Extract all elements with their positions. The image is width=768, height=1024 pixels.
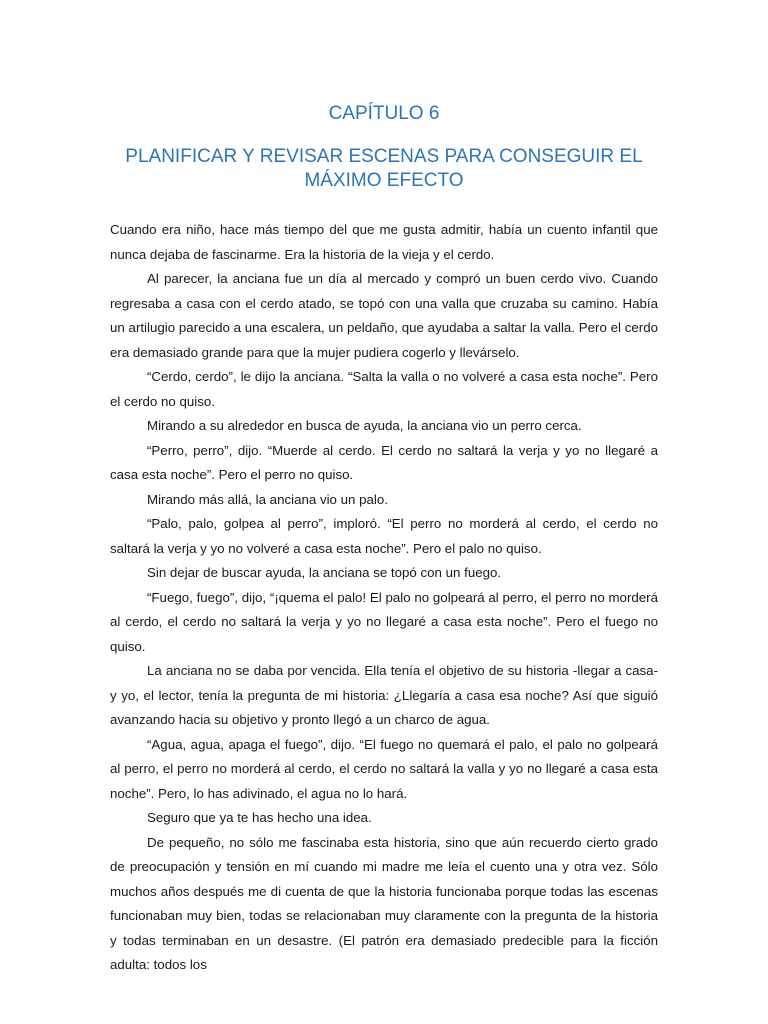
paragraph: Al parecer, la anciana fue un día al mercado y compró un buen cerdo vivo. Cuando regresaba a casa con el cerdo atado, se topó con una valla que cruzaba su camino. Había un artilugio parecido a una escalera, un peldaño, que ayudaba a saltar la valla. Pero el cerdo era demasiado grande para que la mujer pudiera cogerlo y llevárselo. xyxy=(110,271,658,360)
paragraph: “Perro, perro”, dijo. “Muerde al cerdo. El cerdo no saltará la verja y yo no llegaré a casa esta noche”. Pero el perro no quiso. xyxy=(110,442,658,482)
paragraph: “Cerdo, cerdo”, le dijo la anciana. “Salta la valla o no volveré a casa esta noche”. Pero el cerdo no quiso. xyxy=(110,369,658,409)
body-text xyxy=(110,218,658,978)
paragraph: Seguro que ya te has hecho una idea. xyxy=(147,810,372,825)
paragraph: La anciana no se daba por vencida. Ella tenía el objetivo de su historia -llegar a casa- y yo, el lector, tenía la pregunta de mi historia: ¿Llegaría a casa esa noche? Así que siguió avanzando hacia su objetivo y pronto llegó a un charco de agua. xyxy=(110,663,658,727)
paragraph: “Palo, palo, golpea al perro”, imploró. “El perro no morderá al cerdo, el cerdo no saltará la verja y yo no volveré a casa esta noche”. Pero el palo no quiso. xyxy=(110,516,658,556)
paragraph: Sin dejar de buscar ayuda, la anciana se topó con un fuego. xyxy=(147,565,502,580)
paragraph: Mirando a su alrededor en busca de ayuda, la anciana vio un perro cerca. xyxy=(147,418,582,433)
paragraph: “Fuego, fuego”, dijo, “¡quema el palo! El palo no golpeará al perro, el perro no morderá al cerdo, el cerdo no saltará la verja y yo no llegaré a casa esta noche”. Pero el fuego no quiso. xyxy=(110,589,658,654)
paragraph: Mirando más allá, la anciana vio un palo. xyxy=(147,491,388,507)
paragraph: De pequeño, no sólo me fascinaba esta historia, sino que aún recuerdo cierto grado de preocupación y tensión en mí cuando mi madre me leía el cuento una y otra vez. Sólo muchos años después me di cuenta de que la historia funcionaba porque todas las escenas funcionaban muy bien, todas se relacionaban muy claramente con la pregunta de la historia y todas terminaban en un desastre. (El patrón era demasiado predecible para la ficción adulta: todos los xyxy=(110,834,658,972)
paragraph: “Agua, agua, apaga el fuego”, dijo. “El fuego no quemará el palo, el palo no golpeará al perro, el perro no morderá al cerdo, el cerdo no saltará la valla y yo no llegaré a casa esta noche”. Pero, lo has adivinado, el agua no lo hará. xyxy=(110,736,658,801)
chapter-title: PLANIFICAR Y REVISAR ESCENAS PARA CONSEGUIR EL MÁXIMO EFECTO xyxy=(125,146,643,191)
paragraph: Cuando era niño, hace más tiempo del que me gusta admitir, había un cuento infantil que nunca dejaba de fascinarme. Era la historia de la vieja y el cerdo. xyxy=(110,222,658,262)
chapter-heading: CAPÍTULO 6 xyxy=(328,103,440,124)
